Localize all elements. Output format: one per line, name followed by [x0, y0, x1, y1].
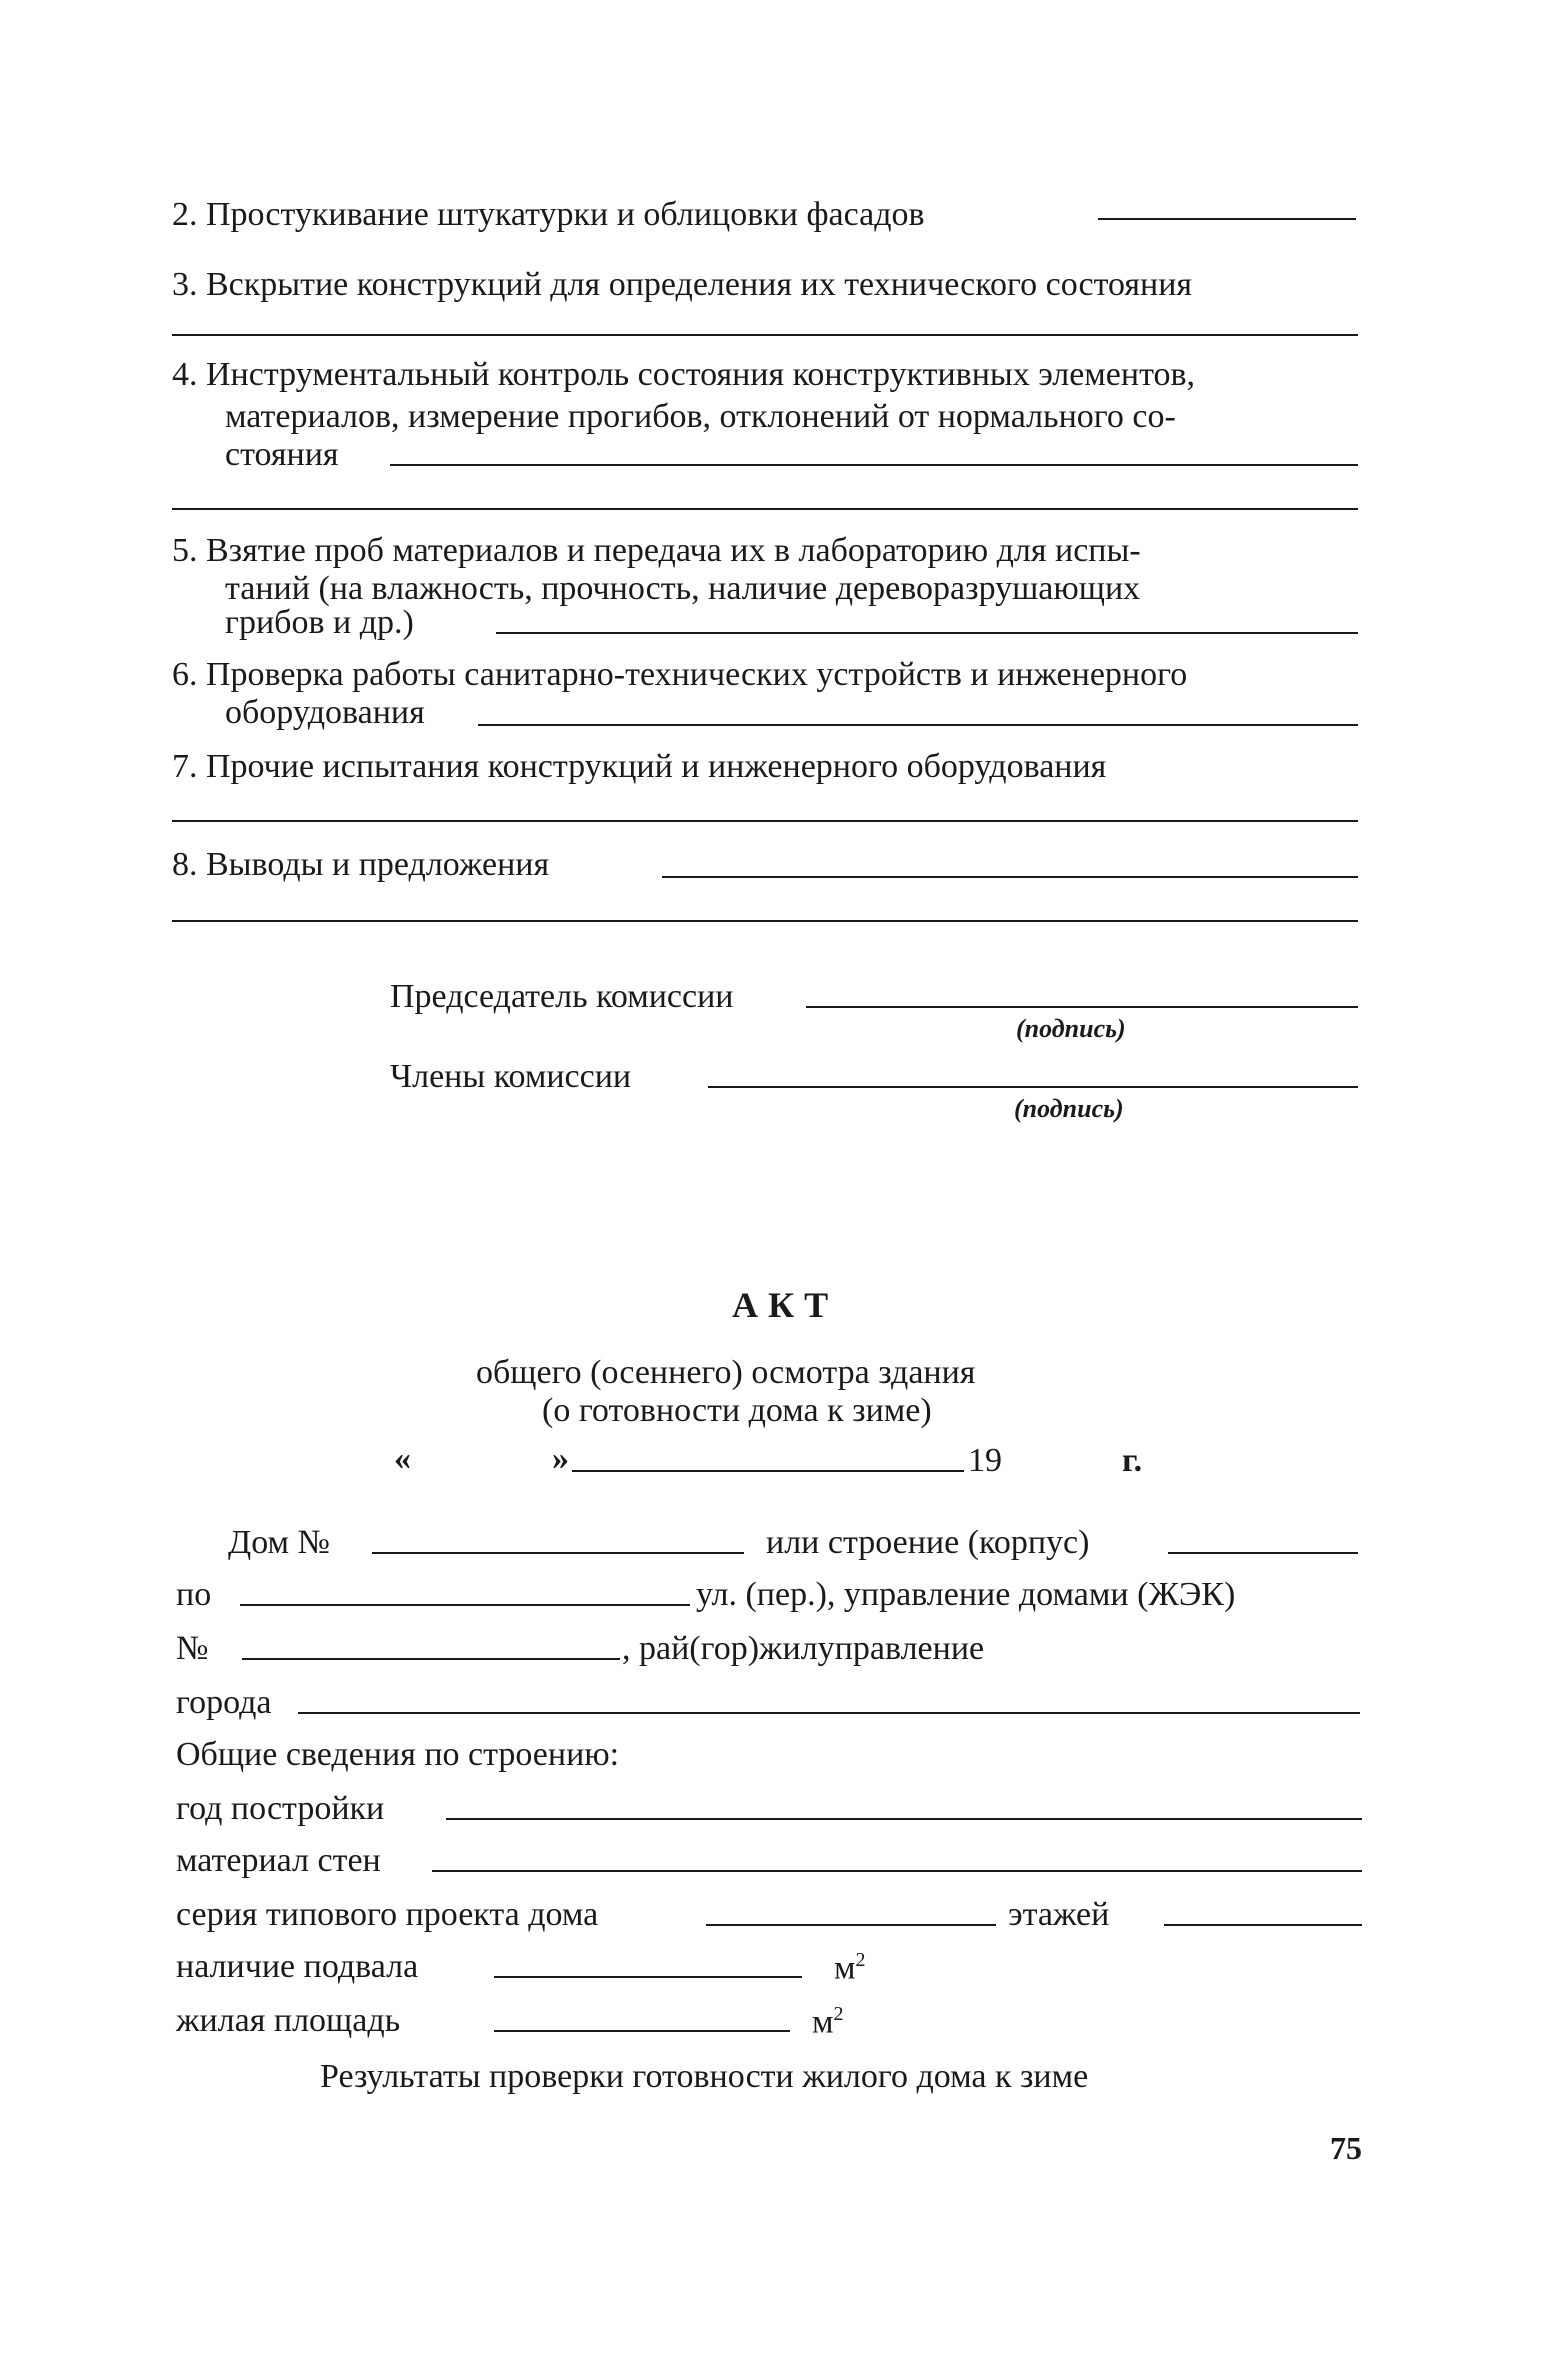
fill-line[interactable] [478, 724, 1358, 726]
item-6-line-2: оборудования [225, 694, 425, 731]
item-number: 3. [172, 266, 198, 303]
signature-caption: (подпись) [1016, 1014, 1126, 1043]
item-text: Выводы и предложения [206, 846, 550, 883]
item-2 [172, 198, 925, 232]
fill-line[interactable] [1098, 218, 1356, 220]
signature-caption: (подпись) [1014, 1094, 1124, 1123]
building-label: или строение (корпус) [766, 1524, 1090, 1561]
date-month-line[interactable] [572, 1470, 964, 1472]
house-no-label: Дом № [228, 1524, 330, 1561]
item-number: 6. [172, 656, 198, 693]
members-label: Члены комиссии [390, 1058, 632, 1095]
fill-line[interactable] [390, 464, 1358, 466]
street-label: ул. (пер.), управление домами (ЖЭК) [696, 1576, 1236, 1613]
item-text: Проверка работы санитарно-технических устройств и инженерного [206, 656, 1188, 693]
date-close-quote: » [552, 1440, 569, 1477]
living-area-field[interactable] [494, 2030, 790, 2032]
item-number: 2. [172, 196, 198, 233]
fill-line[interactable] [172, 334, 1358, 336]
item-5-line-2: таний (на влажность, прочность, наличие дереворазрушающих [225, 570, 1141, 607]
fill-line[interactable] [172, 820, 1358, 822]
item-3 [172, 268, 1192, 302]
item-7 [172, 750, 1106, 784]
item-text: Взятие проб материалов и передача их в лабораторию для испы- [206, 532, 1141, 569]
item-4-line-1 [172, 358, 1195, 392]
item-5-line-3: грибов и др.) [225, 604, 414, 641]
act-subtitle-2: (о готовности дома к зиме) [542, 1392, 932, 1429]
basement-field[interactable] [494, 1976, 802, 1978]
unit-superscript: 2 [855, 1949, 866, 1971]
house-no-field[interactable] [372, 1552, 744, 1554]
district-label: , рай(гор)жилуправление [622, 1630, 985, 1667]
living-area-label: жилая площадь [176, 2002, 401, 2039]
floors-label: этажей [1008, 1896, 1110, 1933]
basement-unit [834, 1950, 866, 1985]
item-number: 5. [172, 532, 198, 569]
fill-line[interactable] [496, 632, 1358, 634]
general-info-label: Общие сведения по строению: [176, 1736, 620, 1773]
po-label: по [176, 1576, 212, 1613]
series-label: серия типового проекта дома [176, 1896, 599, 1933]
date-year: 19 [968, 1442, 1002, 1479]
street-field[interactable] [240, 1604, 690, 1606]
item-number: 4. [172, 356, 198, 393]
series-field[interactable] [706, 1924, 996, 1926]
item-6-line-1 [172, 658, 1187, 692]
fill-line[interactable] [172, 508, 1358, 510]
unit-text: м [812, 2003, 834, 2041]
item-number: 8. [172, 846, 198, 883]
year-built-label: год постройки [176, 1790, 385, 1827]
item-4-line-3: стояния [225, 436, 339, 473]
living-area-unit [812, 2004, 844, 2039]
item-text: Вскрытие конструкций для определения их технического состояния [206, 266, 1193, 303]
building-field[interactable] [1168, 1552, 1358, 1554]
item-4-line-2: материалов, измерение прогибов, отклонений от нормального со- [225, 398, 1176, 435]
item-text: Инструментальный контроль состояния конструктивных элементов, [206, 356, 1196, 393]
floors-field[interactable] [1164, 1924, 1362, 1926]
date-open-quote: « [394, 1440, 411, 1477]
chair-signature-line[interactable] [806, 1006, 1358, 1008]
page-number: 75 [1330, 2130, 1362, 2166]
act-title: АКТ [732, 1285, 839, 1325]
act-subtitle-1: общего (осеннего) осмотра здания [476, 1354, 976, 1391]
city-field[interactable] [298, 1712, 1360, 1714]
item-text: Прочие испытания конструкций и инженерного оборудования [206, 748, 1107, 785]
item-5-line-1 [172, 534, 1141, 568]
item-8 [172, 848, 549, 882]
date-suffix: г. [1122, 1442, 1143, 1479]
basement-label: наличие подвала [176, 1948, 419, 1985]
item-text: Простукивание штукатурки и облицовки фасадов [206, 196, 925, 233]
unit-superscript: 2 [833, 2003, 844, 2025]
wall-material-label: материал стен [176, 1842, 381, 1879]
year-built-field[interactable] [446, 1818, 1362, 1820]
item-number: 7. [172, 748, 198, 785]
unit-text: м [834, 1949, 856, 1987]
city-label: города [176, 1684, 272, 1721]
housing-office-no-field[interactable] [242, 1658, 620, 1660]
chair-label: Председатель комиссии [390, 978, 734, 1015]
fill-line[interactable] [662, 876, 1358, 878]
results-heading: Результаты проверки готовности жилого дома к зиме [320, 2058, 1089, 2095]
members-signature-line[interactable] [708, 1086, 1358, 1088]
wall-material-field[interactable] [432, 1870, 1362, 1872]
fill-line[interactable] [172, 920, 1358, 922]
no-label: № [176, 1630, 209, 1667]
